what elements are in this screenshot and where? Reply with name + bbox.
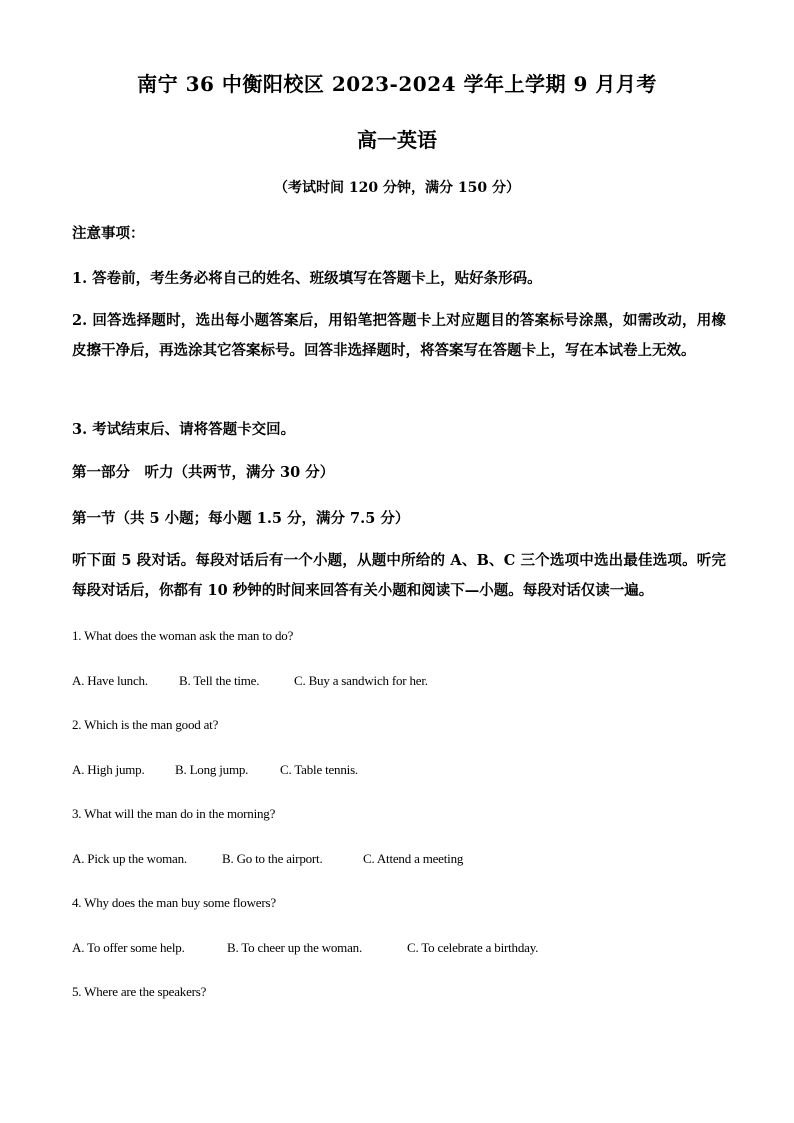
exam-subject: 高一英语: [357, 128, 437, 152]
question-2-options: [72, 762, 358, 778]
exam-time-score: （考试时间 120 分钟，满分 150 分）: [274, 180, 520, 196]
option-a: A. To offer some help.: [72, 940, 185, 955]
exam-title: 南宁 36 中衡阳校区 2023-2024 学年上学期 9 月月考: [137, 72, 657, 96]
option-a: A. High jump.: [72, 762, 145, 777]
notice-item-2: 2. 回答选择题时，选出每小题答案后，用铅笔把答题卡上对应题目的答案标号涂黑，如需改动，用橡皮擦干净后，再选涂其它答案标号。回答非选择题时，将答案写在答题卡上，写在本试卷上无效。: [72, 312, 726, 359]
question-1-options: [72, 673, 428, 689]
option-a: A. Pick up the woman.: [72, 851, 187, 866]
option-c: C. To celebrate a birthday.: [407, 940, 539, 955]
option-c: C. Attend a meeting: [363, 851, 464, 866]
question-3-stem: 3. What will the man do in the morning?: [72, 806, 276, 821]
option-a: A. Have lunch.: [72, 673, 148, 688]
option-b: B. Tell the time.: [179, 673, 260, 688]
notice-item-1: 1. 答卷前，考生务必将自己的姓名、班级填写在答题卡上，贴好条形码。: [72, 270, 542, 287]
option-b: B. Long jump.: [175, 762, 249, 777]
question-2-stem: 2. Which is the man good at?: [72, 717, 219, 732]
notice-heading: 注意事项：: [72, 225, 145, 242]
question-4-stem: 4. Why does the man buy some flowers?: [72, 895, 276, 910]
option-b: B. To cheer up the woman.: [227, 940, 363, 955]
question-1-stem: 1. What does the woman ask the man to do?: [72, 628, 294, 643]
option-c: C. Table tennis.: [280, 762, 358, 777]
question-4-options: [72, 940, 538, 956]
section1-heading: 第一节（共 5 小题；每小题 1.5 分，满分 7.5 分）: [72, 510, 410, 527]
option-b: B. Go to the airport.: [222, 851, 323, 866]
question-3-options: [72, 851, 463, 867]
question-5-stem: 5. Where are the speakers?: [72, 984, 207, 999]
option-c: C. Buy a sandwich for her.: [294, 673, 428, 688]
notice-item-3: 3. 考试结束后、请将答题卡交回。: [72, 421, 296, 438]
listening-instructions: 听下面 5 段对话。每段对话后有一个小题，从题中所给的 A、B、C 三个选项中选出最佳选项。听完每段对话后，你都有 10 秒钟的时间来回答有关小题和阅读下—小题。每段对话仅读一遍。: [72, 552, 726, 599]
part1-heading: 第一部分 听力（共两节，满分 30 分）: [72, 464, 335, 481]
